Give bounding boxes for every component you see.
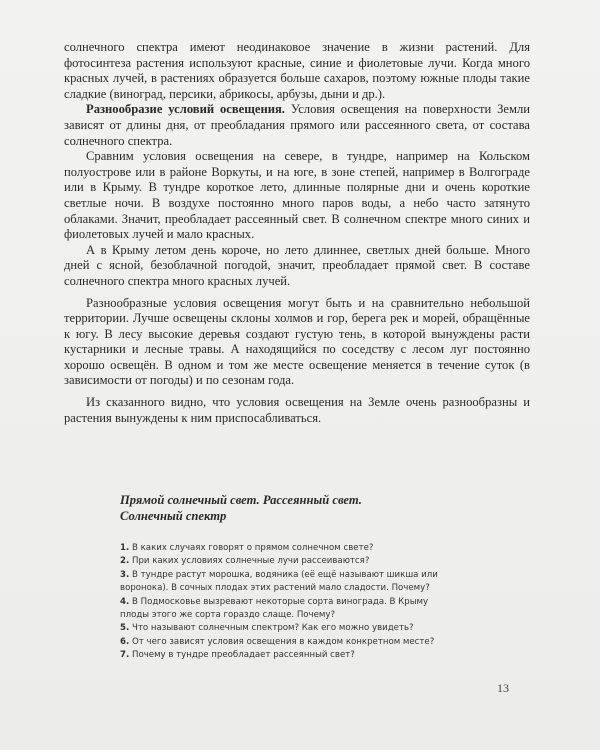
paragraph: солнечного спектра имеют неодинаковое значение в жизни растений. Для фотосинтеза растения используют красные, синие и фиолетовые лучи. Когда много красных лучей, в растениях образуется больше сахаров, поэтому южные плоды такие сладкие (виноград, персики, абрикосы, арбузы, дыни и др.). — [64, 40, 530, 101]
question-text: Почему в тундре преобладает рассеянный свет? — [131, 650, 355, 661]
question-number: 4. — [120, 596, 130, 607]
question-text: Что называют солнечным спектром? Как его можно увидеть? — [131, 623, 414, 634]
key-terms — [120, 493, 450, 524]
question-item — [120, 596, 450, 623]
question-number: 5. — [120, 623, 130, 634]
question-text: В Подмосковье вызревают некоторые сорта винограда. В Крыму плоды этого же сорта гораздо слаще. Почему? — [120, 596, 429, 621]
key-term: Прямой солнечный свет. — [120, 493, 260, 507]
question-number: 2. — [120, 556, 130, 567]
key-term: Солнечный спектр — [120, 508, 227, 523]
question-item — [120, 555, 450, 568]
question-item — [120, 649, 450, 662]
question-item — [120, 542, 450, 555]
question-number: 7. — [120, 650, 130, 661]
question-item — [120, 622, 450, 635]
paragraph-text: Условия освещения на поверхности Земли зависят от длины дня, от преобладания прямого или рассеянного света, от состава солнечного спектра. — [64, 102, 530, 148]
paragraph: Разнообразные условия освещения могут быть и на сравнительно небольшой территории. Лучше освещены склоны холмов и гор, берега рек и морей, обращённые к югу. В лесу высокие деревья создают густую тень, в которой вынуждены расти кустарники и лесные травы. А находящийся по соседству с лесом луг постоянно хорошо освещён. В одном и том же месте освещение меняется в течение суток (в зависимости от погоды) и по сезонам года. — [64, 295, 530, 388]
question-text: При каких условиях солнечные лучи рассеиваются? — [131, 556, 370, 567]
question-text: От чего зависят условия освещения в каждом конкретном месте? — [131, 636, 435, 647]
paragraph: А в Крыму летом день короче, но лето длиннее, светлых дней больше. Много дней с ясной, безоблачной погодой, значит, преобладает прямой свет. В составе солнечного спектра много красных лучей. — [64, 242, 530, 288]
body-text — [64, 40, 530, 426]
question-number: 1. — [120, 543, 130, 553]
question-number: 6. — [120, 636, 130, 647]
questions-list — [120, 542, 450, 663]
question-text: В каких случаях говорят о прямом солнечном свете? — [131, 543, 374, 553]
page-number: 13 — [497, 681, 509, 695]
question-item — [120, 636, 450, 649]
question-text: В тундре растут морошка, водяника (её ещё называют шикша или воронока). В сочных плодах этих растений мало сладости. Почему? — [120, 569, 438, 594]
paragraph: Из сказанного видно, что условия освещения на Земле очень разнообразны и растения вынуждены к ним приспосабливаться. — [64, 395, 530, 425]
paragraph-with-heading — [64, 102, 530, 149]
key-term: Рассеянный свет. — [262, 493, 362, 507]
paragraph: Сравним условия освещения на севере, в тундре, например на Кольском полуострове или в районе Воркуты, и на юге, в зоне степей, например в Волгограде или в Крыму. В тундре короткое лето, длинные полярные дни и очень короткие светлые ночи. В воздухе постоянно много паров воды, а небо часто затянуто облаками. Значит, преобладает рассеянный свет. В солнечном спектре много синих и фиолетовых лучей и мало красных. — [64, 149, 530, 242]
section-heading: Разнообразие условий освещения. — [86, 102, 285, 117]
question-number: 3. — [120, 569, 130, 580]
question-item — [120, 569, 450, 596]
